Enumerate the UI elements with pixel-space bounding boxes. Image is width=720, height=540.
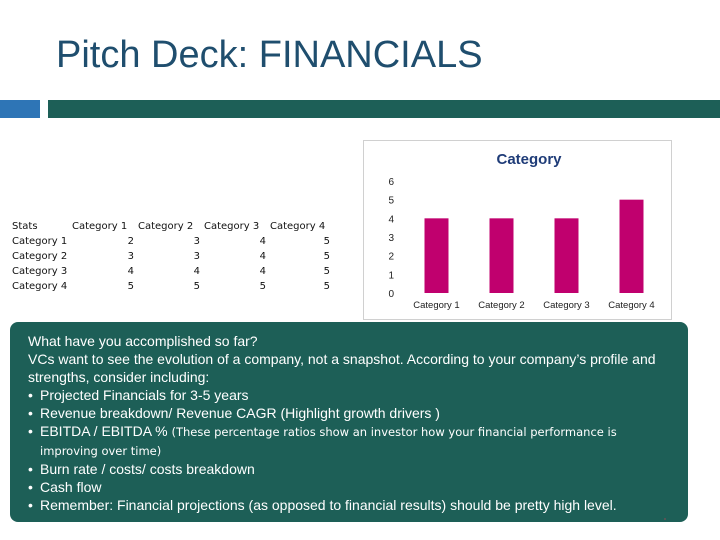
list-item — [28, 460, 670, 478]
slide-title: Pitch Deck: FINANCIALS — [56, 34, 483, 76]
stats-cell: 5 — [323, 236, 330, 247]
stats-cell: 5 — [259, 281, 266, 292]
stats-cell: 2 — [127, 236, 134, 247]
list-item-text: EBITDA / EBITDA % — [40, 423, 172, 439]
stats-header-cell: Category 3 — [204, 221, 260, 232]
y-tick-label: 1 — [388, 270, 394, 282]
bar — [620, 200, 644, 293]
stats-cell: 4 — [193, 266, 200, 277]
list-item — [28, 478, 670, 496]
table-row — [10, 264, 332, 279]
stats-cell: 5 — [127, 281, 134, 292]
stats-cell: 4 — [259, 236, 266, 247]
stats-header-row — [10, 219, 332, 234]
title-rule-accent — [0, 100, 40, 118]
x-tick-label: Category 4 — [608, 300, 655, 311]
stats-cell: 3 — [193, 251, 200, 262]
table-row — [10, 279, 332, 294]
list-item-note: (These percentage ratios show an investor how your financial performance is improving over time) — [40, 425, 617, 458]
list-item — [28, 422, 670, 460]
stats-cell: 4 — [127, 266, 134, 277]
bar-chart — [363, 140, 672, 320]
stats-cell: 3 — [127, 251, 134, 262]
x-axis-ticks — [413, 300, 654, 311]
list-item-text: Projected Financials for 3-5 years — [40, 387, 249, 403]
list-item — [28, 386, 670, 404]
list-item-text: Cash flow — [40, 479, 102, 495]
guidance-intro: What have you accomplished so far? — [28, 333, 258, 349]
table-row — [10, 249, 332, 264]
y-tick-label: 0 — [388, 289, 394, 300]
stats-cell: 5 — [193, 281, 200, 292]
y-tick-label: 6 — [388, 177, 394, 188]
bar — [490, 218, 514, 293]
title-rule-bar — [48, 100, 720, 118]
stats-cell: 4 — [259, 266, 266, 277]
list-item-text: Revenue breakdown/ Revenue CAGR (Highlight growth drivers ) — [40, 405, 440, 421]
bar-chart-svg — [364, 141, 671, 319]
x-tick-label: Category 3 — [543, 300, 590, 311]
guidance-panel — [10, 322, 688, 522]
list-item — [28, 404, 670, 422]
y-tick-label: 3 — [388, 233, 394, 244]
table-row — [10, 234, 332, 249]
stats-header-cell: Stats — [12, 221, 38, 232]
stats-header-cell: Category 2 — [138, 221, 194, 232]
guidance-body: VCs want to see the evolution of a company, not a snapshot. According to your company’s profile and strengths, consider including: — [28, 351, 656, 385]
list-item-text: Burn rate / costs/ costs breakdown — [40, 461, 255, 477]
y-axis-ticks — [388, 177, 394, 300]
stats-table — [10, 219, 332, 294]
guidance-list — [28, 386, 670, 514]
stats-header-cell: Category 4 — [270, 221, 326, 232]
stats-cell: 4 — [259, 251, 266, 262]
stats-header-cell: Category 1 — [72, 221, 128, 232]
stats-row-label: Category 1 — [12, 236, 68, 247]
bar — [555, 218, 579, 293]
stats-row-label: Category 4 — [12, 281, 68, 292]
bar — [425, 218, 449, 293]
list-item-text: Remember: Financial projections (as opposed to financial results) should be pretty high level. — [40, 497, 617, 513]
stats-cell: 5 — [323, 281, 330, 292]
slide-corner-mark — [664, 518, 666, 520]
y-tick-label: 5 — [388, 195, 394, 207]
stats-cell: 5 — [323, 251, 330, 262]
stats-row-label: Category 3 — [12, 266, 68, 277]
y-tick-label: 4 — [388, 214, 394, 226]
stats-row-label: Category 2 — [12, 251, 68, 262]
x-tick-label: Category 2 — [478, 300, 525, 311]
stats-cell: 3 — [193, 236, 200, 247]
stats-cell: 5 — [323, 266, 330, 277]
y-tick-label: 2 — [388, 251, 394, 263]
chart-bars — [425, 200, 644, 293]
chart-title: Category — [496, 151, 562, 168]
x-tick-label: Category 1 — [413, 300, 460, 311]
list-item — [28, 496, 670, 514]
